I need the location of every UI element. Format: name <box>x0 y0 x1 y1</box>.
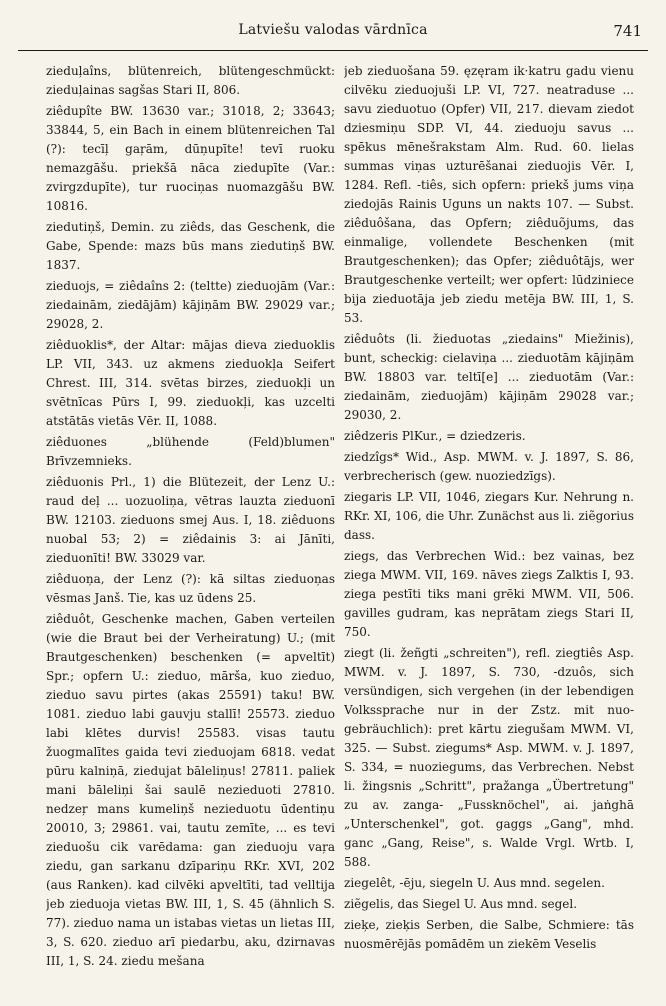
entry-zieduojs: zieduojs, = ziêdaîns 2: (teltte) zieduojām (Var.: ziedainām, ziedājām) kājiņām BW. 29029 var.; 29028, 2. <box>46 279 335 331</box>
entry-ziegelis: ziẽgelis, das Siegel U. Aus mnd. segel. <box>344 897 578 911</box>
dictionary-title: Latviešu valodas vārdnīca <box>238 22 428 38</box>
entry-ziegelet: ziegelêt, -ēju, siegeln U. Aus mnd. segelen. <box>344 876 605 890</box>
entry-zieduots: ziêduôts (li. žieduotas „ziedains" Miežinis), bunt, scheckig: cielaviņa ... zieduotām kājiņām BW. 18803 var. teltī[e] ... zieduotām (Var.: ziedainām, zieduojām) kājiņām 29028 var.; 29030, 2. <box>344 332 634 422</box>
page-number: 741 <box>613 22 642 40</box>
entry-ziedulains: zieduļaîns, blütenreich, blütengeschmückt: zieduļainas sagšas Stari II, 806. <box>46 64 335 97</box>
header-rule <box>18 50 648 51</box>
entry-zieduot-continued: jeb zieduošana 59. ęzęram ik·katru gadu vienu cilvēku zieduojuši LP. VI, 727. neatraduse ... savu zieduotuo (Opfer) VII, 217. dievam ziedot dziesmiņu SDP. VI, 44. zieduoju savus ... spēkus mēnešrakstam Alm. Rud. 60. lielas summas viņas uzturēšanai zieduojis Vēr. I, 1284. Refl. -tiês, sich opfern: priekš jums viņa ziedojās Rainis Uguns un nakts 107. — Subst. ziêduôšana, das Opfern; ziêduõjums, das einmalige, vollendete Beschenken (mit Brautgeschenken); das Opfer; ziêduôtājs, wer Brautgeschenke verteilt; wer opfert: lūdziniece bija zieduotāja jeb ziedu metēja BW. III, 1, S. 53. <box>344 64 634 325</box>
right-column <box>344 62 634 996</box>
entry-ziegaris: ziegaris LP. VII, 1046, ziegars Kur. Nehrung n. RKr. XI, 106, die Uhr. Zunächst aus li. ziẽgorius dass. <box>344 490 634 542</box>
entry-zieduones: ziêduones „blühende (Feld)blumen" Brīvzemnieks. <box>46 435 335 468</box>
entry-zieduot: ziêduôt, Geschenke machen, Gaben verteilen (wie die Braut bei der Verheiratung) U.; (mit Brautgeschenken) beschenken (= apveltīt) Spr.; opfern U.: zieduo, māršа, kuo zieduo, zieduo savu pirtes (akas 25591) taku! BW. 1081. zieduo labi gauvju stallī! 25573. zieduo labi klētes durvis! 25583. visas tautu žuogmalītes gaida tevi zieduojam 6818. vedat pūru kalniņā, ziedujat bāleliņus! 27811. paliek mani bāleliņi šai saulē nezieduoti 27810. nedzeŗ mans kumeliņš nezieduotu ūdentiņu 20010, 3; 29861. vai, tautu zemīte, ... es tevi zieduošu cik varēdama: gan zieduoju vaŗa ziedu, gan sarkanu dzīpariņu RKr. XVI, 202 (aus Ranken). kad cilvēki apveltīti, tad velltija jeb zieduoja vietas BW. III, 1, S. 45 (ähnlich S. 77). zieduo nama un istabas vietas un lietas III, 3, S. 620. zieduo arī piedarbu, aku, dzirnavas III, 1, S. 24. ziedu mešana <box>46 612 335 968</box>
entry-ziegs: ziegs, das Verbrechen Wid.: bez vainas, bez ziega MWM. VII, 169. nāves ziegs Zalktis I, 93. ziega pestīti tiks mani grēki MWM. VII, 506. gavilles gudram, kas neprātam ziegs Stari II, 750. <box>344 549 634 639</box>
page-header <box>18 22 648 48</box>
entry-zieke: zieķe, zieķis Serben, die Salbe, Schmiere: tās nuosmērējās pomādēm un ziekēm Veselis <box>344 918 634 951</box>
entry-ziedupite: ziêdupîte BW. 13630 var.; 31018, 2; 33643; 33844, 5, ein Bach in einem blütenreichen Tal (?): tecīļ gaŗām, dūņupīte! tevī ruoku nemazgāšu. priekšā nāca ziedupīte (Var.: zvirgzdupīte), tur ruociņas nuomazgāšu BW. 10816. <box>46 104 335 213</box>
entry-ziedutins: ziedutiņš, Demin. zu ziêds, das Geschenk, die Gabe, Spende: mazs būs mans ziedutiņš BW. 1837. <box>46 220 335 272</box>
entry-zieduoklis: ziêduoklis*, der Altar: mājas dieva zieduoklis LP. VII, 343. uz akmens zieduokļa Seifert Chrest. III, 314. svētas birzes, zieduokļi un svētnīcas Pūrs I, 99. zieduokļi, kas uzcelti atstātās vietās Vēr. II, 1088. <box>46 338 335 428</box>
left-column <box>46 62 335 996</box>
entry-ziedzeris: ziêdzeris PlKur., = dziedzeris. <box>344 429 526 443</box>
entry-zieduona: ziêduoņa, der Lenz (?): kā siltas zieduoņas vēsmas Janš. Tie, kas uz ūdens 25. <box>46 572 335 605</box>
entry-zieduonis: ziêduonis Prl., 1) die Blütezeit, der Lenz U.: raud deļ ... uozuoliņa, vētras lauzta zieduonī BW. 12103. zieduons smej Aus. I, 18. ziêduons nuobal 53; 2) = ziêdainis 3: ai Jānīti, zieduonīti! BW. 33029 var. <box>46 475 335 565</box>
entry-ziedzigs: ziedzîgs* Wid., Asp. MWM. v. J. 1897, S. 86, verbrecherisch (gew. nuoziedzīgs). <box>344 450 634 483</box>
entry-ziegt: ziegt (li. žeñgti „schreiten"), refl. ziegtiês Asp. MWM. v. J. 1897, S. 730, -dzuôs, sich versündigen, sich vergehen (in der lebendigen Volkssprache nur in der Zstz. mit nuo- gebräuchlich): pret kārtu ziegušam MWM. VI, 325. — Subst. ziegums* Asp. MWM. v. J. 1897, S. 334, = nuoziegums, das Verbrechen. Nebst li. žingsnis „Schritt", pražanga „Übertretung" zu av. zanga- „Fussknöchel", ai. jaṅghā „Unterschenkel", got. gaggs „Gang", mhd. ganc „Gang, Reise", s. Walde Vrgl. Wrtb. I, 588. <box>344 646 634 869</box>
